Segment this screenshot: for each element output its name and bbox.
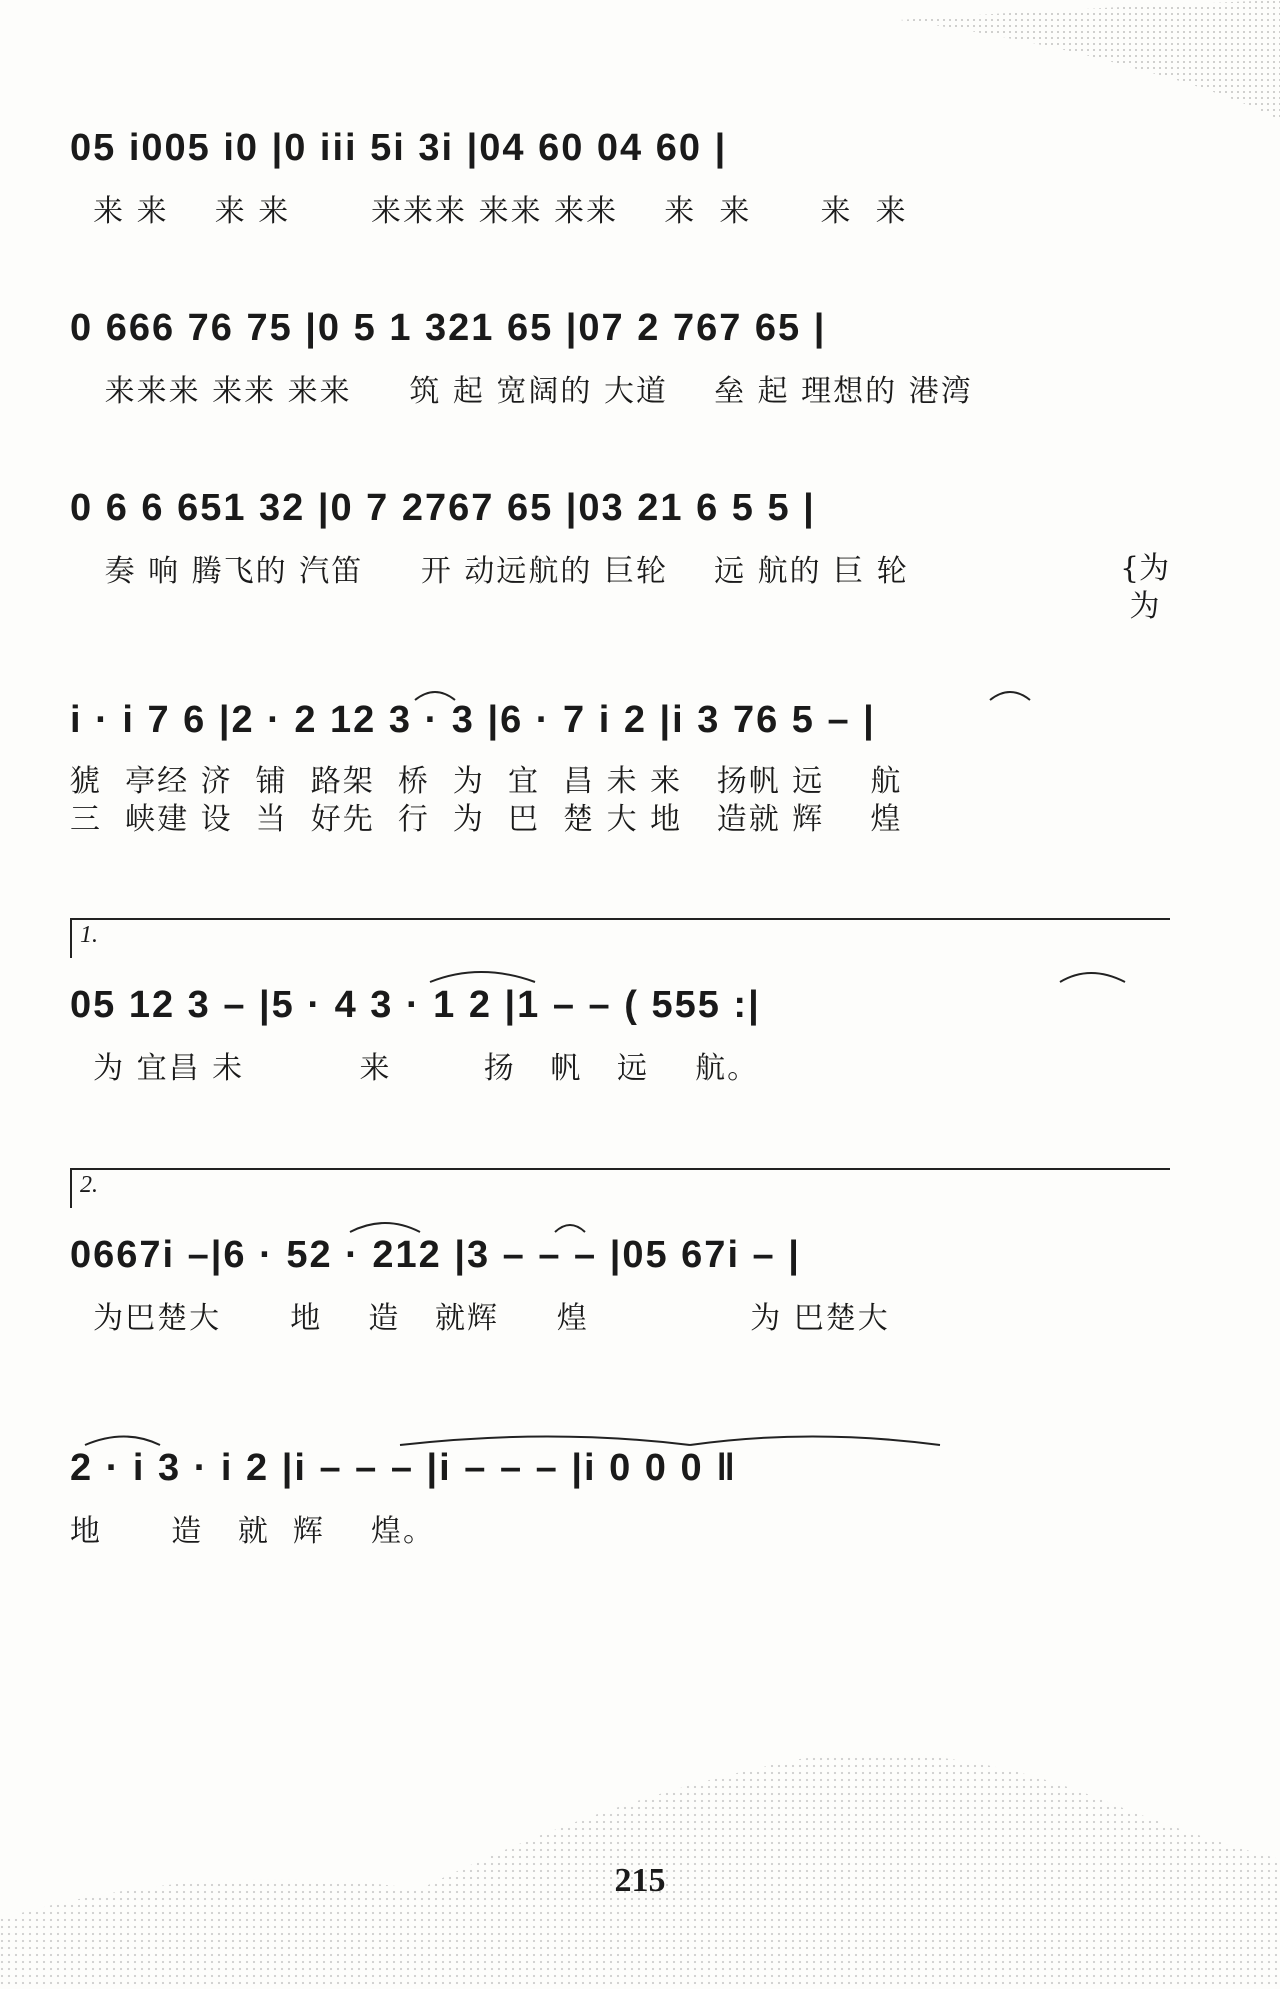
notes-line: 05 12 3 – |5 · 4 3 · 1 2 |1 – – ( 555 :|	[70, 984, 761, 1026]
lyric-line-verse-2: 三 峡建 设 当 好先 行 为 巴 楚 大 地 造就 辉 煌	[70, 802, 903, 837]
volta-bracket-1	[70, 918, 1170, 920]
notes-line: 05 i005 i0 |0 iii 5i 3i |04 60 04 60 |	[70, 127, 728, 169]
lyric-line: 来 来 来 来 来来来 来来 来来 来 来 来 来	[70, 194, 908, 229]
notes-line: 0 6 6 651 32 |0 7 2767 65 |03 21 6 5 5 |	[70, 487, 816, 529]
lyric-line: 为巴楚大 地 造 就辉 煌 为 巴楚大	[70, 1301, 890, 1336]
volta-tick-2	[70, 1168, 72, 1208]
brace-word-2: 为	[1129, 589, 1160, 624]
brace-word-1: 为	[1139, 551, 1170, 586]
lyric-line: 奏 响 腾飞的 汽笛 开 动远航的 巨轮 远 航的 巨 轮	[70, 554, 909, 589]
notes-line: 0667i –|6 · 52 · 212 |3 – – – |05 67i – |	[70, 1234, 801, 1276]
notes-line: 2 · i 3 · i 2 |i – – – |i – – – |i 0 0 0 ‖	[70, 1447, 738, 1489]
volta-label-1: 1.	[80, 922, 98, 948]
volta-label-2: 2.	[80, 1172, 98, 1198]
decorative-bottom-pattern	[0, 1659, 1280, 1989]
lyric-line: 为 宜昌 未 来 扬 帆 远 航。	[70, 1051, 760, 1086]
notes-line: i · i 7 6 |2 · 2 12 3 · 3 |6 · 7 i 2 |i 3 76 5 – |	[70, 699, 876, 741]
lyric-line: 来来来 来来 来来 筑 起 宽阔的 大道 垒 起 理想的 港湾	[70, 374, 973, 409]
notes-line: 0 666 76 75 |0 5 1 321 65 |07 2 767 65 |	[70, 307, 827, 349]
volta-bracket-2	[70, 1168, 1170, 1170]
verse-brace: {为 为	[1120, 551, 1170, 624]
lyric-line: 地 造 就 辉 煌。	[70, 1514, 436, 1549]
decorative-top-pattern	[840, 0, 1280, 130]
lyric-line-verse-1: 猇 亭经 济 铺 路架 桥 为 宜 昌 未 来 扬帆 远 航	[70, 764, 903, 799]
volta-tick-1	[70, 918, 72, 958]
page-number: 215	[614, 1862, 666, 1899]
